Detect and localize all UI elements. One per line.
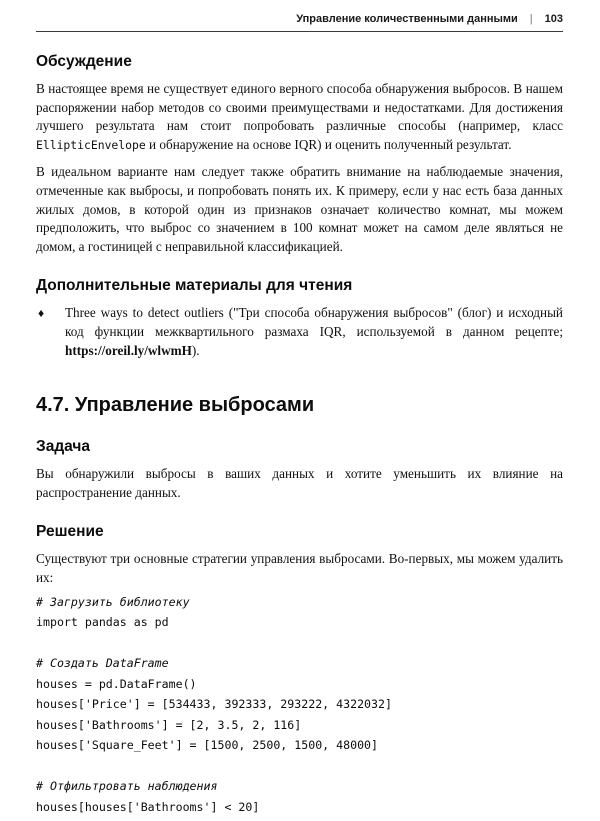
page-number: 103 [544,13,563,25]
section-heading: 4.7. Управление выбросами [36,394,315,417]
discussion-paragraph-1 [36,80,563,154]
code-line: houses[houses['Bathrooms'] < 20] [36,799,260,814]
code-line: import pandas as pd [36,615,169,629]
problem-text: Вы обнаружили выбросы в ваших данных и хотите уменьшить их влияние на распространение данных. [36,466,563,500]
see-also-text-after: ). [191,342,200,358]
discussion-heading: Обсуждение [36,53,132,70]
code-line-blank [36,633,563,654]
code-line: houses['Bathrooms'] = [2, 3.5, 2, 116] [36,717,302,732]
discussion-p1-text-after: и обнаружение на основе IQR) и оценить полученный результат. [145,136,512,152]
solution-intro: Существуют три основные стратегии управления выбросами. Во-первых, мы можем удалить их: [36,551,563,585]
code-line: # Создать DataFrame [36,656,169,670]
oreilly-link[interactable]: https://oreil.ly/wlwmH [65,342,192,358]
running-head-separator: | [529,13,533,25]
code-line: # Отфильтровать наблюдения [36,779,218,793]
diamond-bullet-icon: ♦ [38,306,45,321]
code-block [36,592,563,818]
discussion-p1-text-before: В настоящее время не существует единого верного способа обнаружения выбросов. В нашем распоряжении набор методов со своими преимуществами и недостатками. Для достижения лучшего результата нам стоит попробовать различные способы (например, класс [36,81,563,134]
code-line: houses = pd.DataFrame() [36,676,197,691]
code-line: houses['Price'] = [534433, 392333, 293222, 4322032] [36,697,392,711]
see-also-list-item [36,304,563,360]
code-line-blank [36,756,563,777]
running-head [36,13,563,32]
discussion-paragraph-2: В идеальном варианте нам следует также обратить внимание на наблюдаемые значения, отмеченные как выбросы, и попробовать понять их. К примеру, если у нас есть база данных жилых домов, в которой один из признаков означает количество комнат, мы можем предположить, что выброс со значением в 100 комнат может на самом деле являться не домом, а гостиницей с неправильной классификацией. [36,164,563,254]
see-also-heading: Дополнительные материалы для чтения [36,277,353,295]
solution-heading: Решение [36,523,104,541]
see-also-text-before: Three ways to detect outliers ("Три способа обнаружения выбросов" (блог) и исходный код функции межквартильного размаха IQR, используемой в данном рецепте; [65,305,563,339]
running-head-title: Управление количественными данными [296,13,518,25]
see-also-item-text [65,304,563,360]
problem-heading: Задача [36,438,91,456]
code-line: # Загрузить библиотеку [36,594,190,609]
inline-code-ellipticenvelope: EllipticEnvelope [36,137,146,152]
code-line: houses['Square_Feet'] = [1500, 2500, 1500, 48000] [36,738,379,752]
